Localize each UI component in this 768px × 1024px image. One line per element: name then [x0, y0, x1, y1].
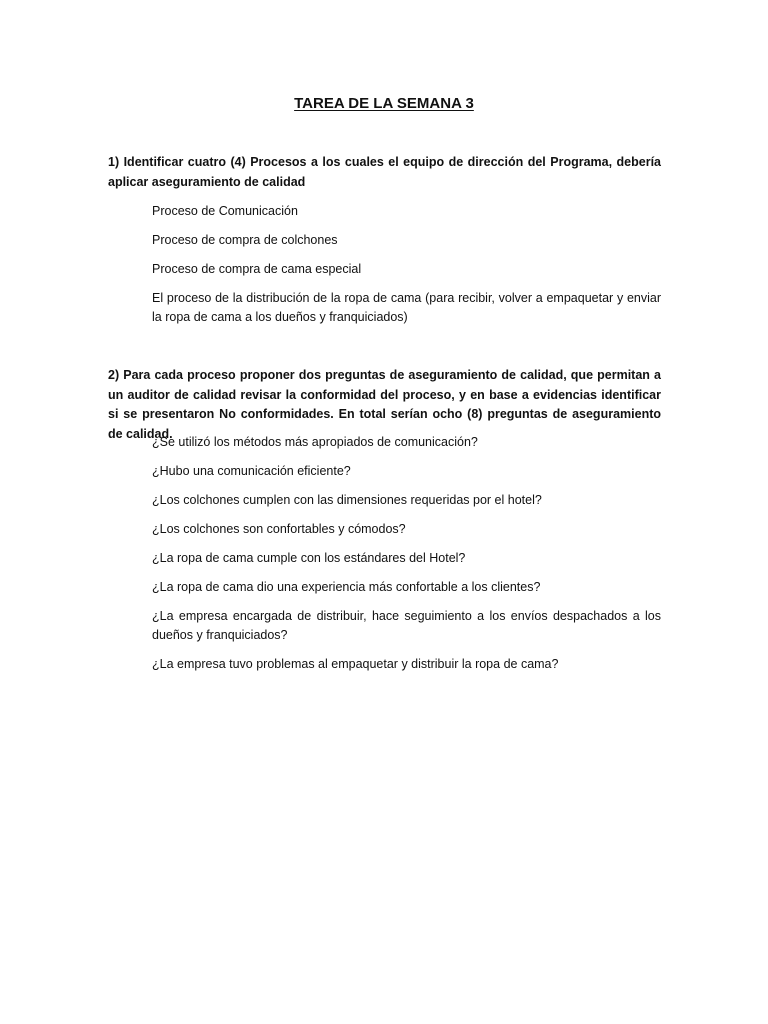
question-2: 2) Para cada proceso proponer dos preguntas de aseguramiento de calidad, que permitan a un auditor de calidad revisar la conformidad del proceso, y en base a evidencias identificar si se presentaron No conformidades. En total serían ocho (8) preguntas de aseguramiento de calidad. — [108, 368, 661, 441]
process-item: Proceso de compra de colchones — [152, 233, 338, 247]
quality-question-item: ¿Se utilizó los métodos más apropiados de comunicación? — [152, 435, 478, 449]
process-item: Proceso de compra de cama especial — [152, 262, 362, 276]
question-1: 1) Identificar cuatro (4) Procesos a los cuales el equipo de dirección del Programa, debería aplicar aseguramiento de calidad — [108, 155, 661, 189]
process-item: El proceso de la distribución de la ropa de cama (para recibir, volver a empaquetar y enviar la ropa de cama a los dueños y franquiciados) — [152, 291, 661, 324]
process-list — [152, 202, 661, 337]
process-item: Proceso de Comunicación — [152, 204, 298, 218]
quality-question-item: ¿La empresa encargada de distribuir, hace seguimiento a los envíos despachados a los dueños y franquiciados? — [152, 609, 661, 642]
quality-questions-list — [152, 433, 661, 684]
quality-question-item: ¿Los colchones son confortables y cómodos? — [152, 522, 406, 536]
quality-question-item: ¿Hubo una comunicación eficiente? — [152, 464, 351, 478]
quality-question-item: ¿La ropa de cama dio una experiencia más confortable a los clientes? — [152, 580, 541, 594]
document-title: TAREA DE LA SEMANA 3 — [294, 95, 474, 112]
quality-question-item: ¿La ropa de cama cumple con los estándares del Hotel? — [152, 551, 466, 565]
quality-question-item: ¿La empresa tuvo problemas al empaquetar y distribuir la ropa de cama? — [152, 657, 559, 671]
quality-question-item: ¿Los colchones cumplen con las dimensiones requeridas por el hotel? — [152, 493, 542, 507]
